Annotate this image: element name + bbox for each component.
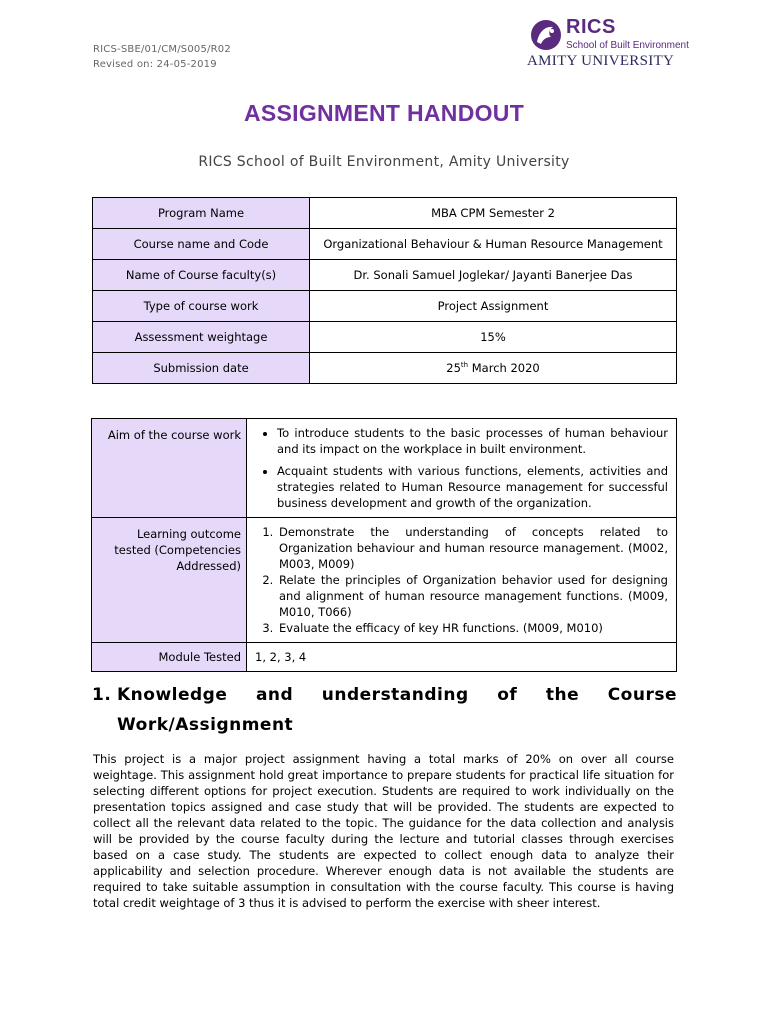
table-row — [93, 198, 677, 229]
submission-month-year: March 2020 — [468, 361, 540, 375]
aim-list-cell — [247, 419, 677, 518]
rics-amity-logo — [527, 16, 689, 70]
logo-rics-text: RICS — [566, 16, 616, 38]
table-row — [92, 643, 677, 672]
submission-day: 25 — [446, 361, 461, 375]
page-subtitle: RICS School of Built Environment, Amity University — [198, 154, 570, 170]
aims-outcomes-table — [91, 418, 677, 672]
table-row — [93, 260, 677, 291]
list-item: • Acquaint students with various functions, elements, activities and strategies related to Human Resource management for successful business development and growth of the organization. — [277, 463, 668, 511]
row-label: Course name and Code — [93, 229, 310, 260]
table-row — [93, 229, 677, 260]
page-title: ASSIGNMENT HANDOUT — [243, 100, 525, 126]
row-label: Name of Course faculty(s) — [93, 260, 310, 291]
document-reference: RICS-SBE/01/CM/S005/R02 — [93, 44, 231, 55]
module-tested-value: 1, 2, 3, 4 — [247, 643, 677, 672]
list-item: 1. Demonstrate the understanding of concepts related to Organization behaviour and human resource management. (M002, M003, M009) — [277, 524, 668, 572]
row-value: Project Assignment — [310, 291, 677, 322]
row-value: 15% — [310, 322, 677, 353]
section-heading — [92, 680, 677, 740]
module-tested-label: Module Tested — [92, 643, 247, 672]
row-label: Assessment weightage — [93, 322, 310, 353]
outcome-list-cell — [247, 518, 677, 643]
section-number: 1. — [92, 685, 112, 705]
section-heading-line-1: Knowledge and understanding of the Course — [117, 685, 677, 705]
logo-school-text: School of Built Environment — [566, 40, 689, 51]
learning-outcome-label: Learning outcome tested (Competencies Addressed) — [92, 518, 247, 643]
table-row — [93, 353, 677, 384]
submission-date-value — [310, 353, 677, 384]
table-row — [92, 419, 677, 518]
submission-day-suffix: th — [460, 361, 469, 370]
aim-list — [255, 425, 668, 511]
aim-label: Aim of the course work — [92, 419, 247, 518]
outcome-list — [255, 524, 668, 636]
row-value: MBA CPM Semester 2 — [310, 198, 677, 229]
table-row — [93, 291, 677, 322]
table-row — [93, 322, 677, 353]
course-info-table — [92, 197, 677, 384]
revision-date: Revised on: 24-05-2019 — [93, 59, 217, 70]
table-row — [92, 518, 677, 643]
list-item: 2. Relate the principles of Organization behavior used for designing and alignment of human resource management functions. (M009, M010, T066) — [277, 572, 668, 620]
section-body-paragraph: This project is a major project assignment having a total marks of 20% on over all course weightage. This assignment hold great importance to prepare students for practical life situation for selecting different options for project execution. Students are required to work individually on the presentation topics assigned and case study that will be provided. The students are expected to collect all the relevant data related to the topic. The guidance for the data collection and analysis will be provided by the course faculty during the lecture and tutorial classes through exercises based on a case study. The students are expected to collect enough data to analyze their applicability and selection procedure. Wherever enough data is not available the students are required to take suitable assumption in consultation with the course faculty. This course is having total credit weightage of 3 thus it is advised to perform the exercise with sheer interest. — [93, 752, 674, 910]
list-item: • To introduce students to the basic processes of human behaviour and its impact on the workplace in built environment. — [277, 425, 668, 457]
row-label: Program Name — [93, 198, 310, 229]
document-code — [93, 42, 231, 72]
logo-university-text: AMITY UNIVERSITY — [527, 53, 675, 69]
row-value: Dr. Sonali Samuel Joglekar/ Jayanti Banerjee Das — [310, 260, 677, 291]
rics-crest-icon — [529, 18, 565, 52]
list-item: 3. Evaluate the efficacy of key HR functions. (M009, M010) — [277, 620, 668, 636]
section-heading-line-2: Work/Assignment — [117, 715, 294, 735]
row-label: Type of course work — [93, 291, 310, 322]
row-label: Submission date — [93, 353, 310, 384]
row-value: Organizational Behaviour & Human Resource Management — [310, 229, 677, 260]
